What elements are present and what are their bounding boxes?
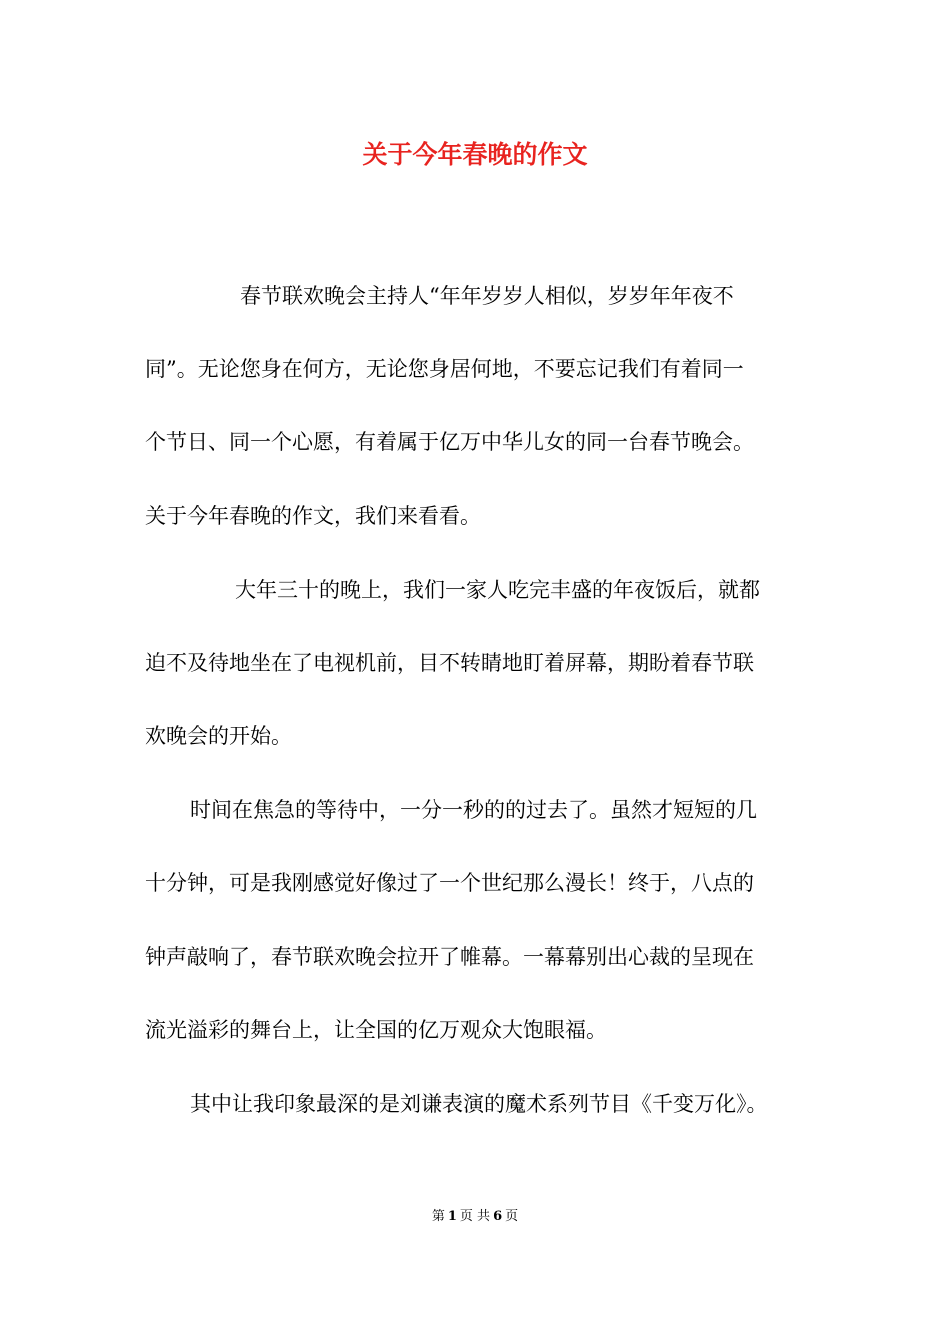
paragraph-3-line-3: 钟声敲响了，春节联欢晚会拉开了帷幕。一幕幕别出心裁的呈现在 [145,945,754,969]
footer-current-page: 1 [447,1209,457,1224]
footer-middle: 页 共 [459,1209,491,1224]
paragraph-3-line-4: 流光溢彩的舞台上，让全国的亿万观众大饱眼福。 [145,1018,607,1042]
footer-total-pages: 6 [493,1209,503,1224]
paragraph-2-line-1: 大年三十的晚上，我们一家人吃完丰盛的年夜饭后，就都 [235,578,760,602]
paragraph-2-line-2: 迫不及待地坐在了电视机前，目不转睛地盯着屏幕，期盼着春节联 [145,651,754,675]
paragraph-1-line-3: 个节日、同一个心愿，有着属于亿万中华儿女的同一台春节晚会。 [145,430,754,454]
paragraph-1-line-4: 关于今年春晚的作文，我们来看看。 [145,504,481,528]
paragraph-3-line-1: 时间在焦急的等待中，一分一秒的的过去了。虽然才短短的几 [190,798,757,822]
document-title: 关于今年春晚的作文 [362,140,588,169]
footer-suffix: 页 [505,1209,519,1224]
paragraph-1-line-1: 春节联欢晚会主持人“年年岁岁人相似，岁岁年年夜不 [240,284,734,308]
paragraph-1-line-2: 同”。无论您身在何方，无论您身居何地，不要忘记我们有着同一 [145,357,744,381]
paragraph-4-line-1: 其中让我印象最深的是刘谦表演的魔术系列节目《千变万化》。 [190,1092,768,1116]
footer-prefix: 第 [431,1209,445,1224]
paragraph-3-line-2: 十分钟，可是我刚感觉好像过了一个世纪那么漫长！终于，八点的 [145,871,754,895]
page-footer [0,1208,950,1226]
paragraph-2-line-3: 欢晚会的开始。 [145,724,292,748]
